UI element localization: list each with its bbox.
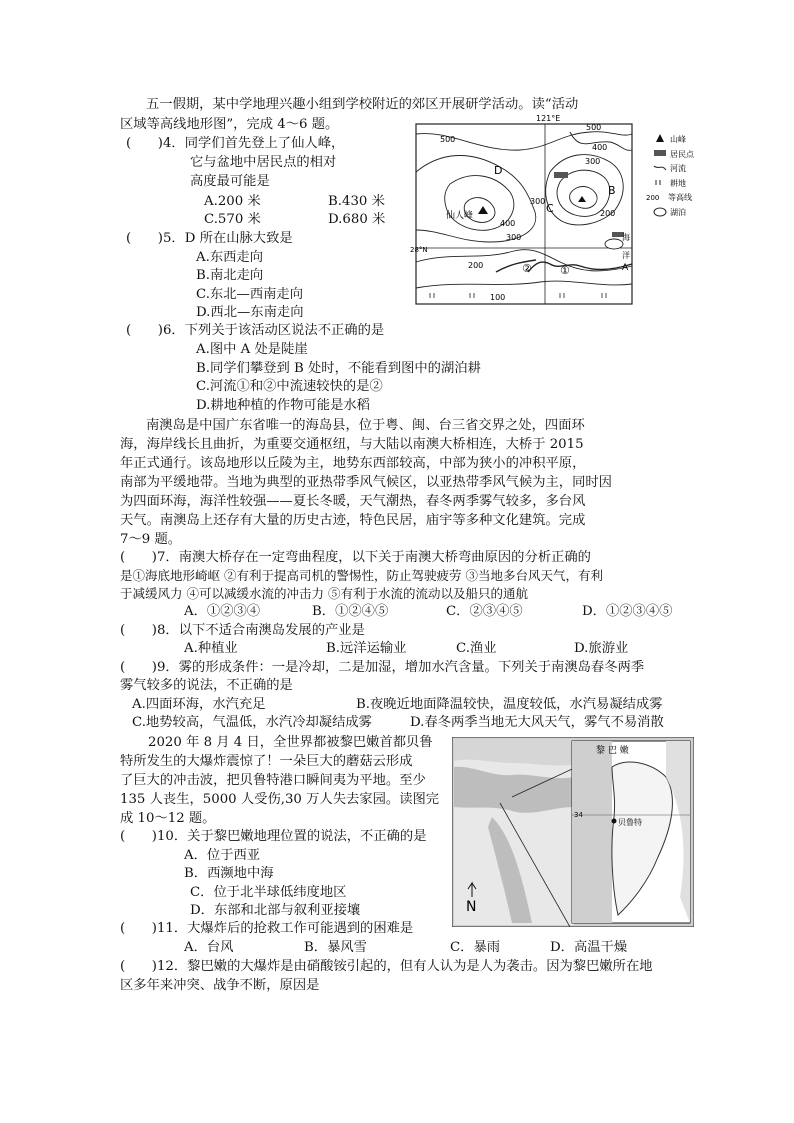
intro-text: 区域等高线地形图”，完成 4～6 题。 [120, 117, 339, 132]
intro-text: 2020 年 8 月 4 日，全世界都被黎巴嫩首都贝鲁 [148, 735, 433, 750]
question-9-option-c: C.地势较高，气温低，水汽冷却凝结成雾 [132, 715, 372, 730]
question-9-stem: 雾气较多的说法，不正确的是 [120, 678, 293, 693]
question-10-option-b: B．西濒地中海 [184, 866, 274, 881]
legend-label: 等高线 [668, 193, 692, 202]
intro-text: 海，海岸线长且曲折，为重要交通枢纽，与大陆以南澳大桥相连，大桥于 2015 [120, 437, 584, 452]
contour-label: 100 [490, 293, 506, 302]
intro-text: 五一假期，某中学地理兴趣小组到学校附近的郊区开展研学活动。读“活动 [146, 97, 579, 112]
question-7-option-c: C．②③④⑤ [446, 604, 523, 619]
intro-text: 7～9 题。 [120, 532, 182, 547]
question-11-option-d: D．高温干燥 [550, 940, 628, 955]
question-7-stem: ( )7．南澳大桥存在一定弯曲程度，以下关于南澳大桥弯曲原因的分析正确的 [120, 550, 591, 565]
question-4-stem: 高度最可能是 [190, 174, 270, 189]
question-7-option-b: B．①②④⑤ [312, 604, 389, 619]
question-5-option-d: D.西北—东南走向 [196, 305, 304, 320]
contour-label: 400 [592, 143, 608, 152]
sea-label: 海 [622, 233, 630, 242]
question-11-option-c: C．暴雨 [450, 940, 501, 955]
question-11-option-b: B．暴风雪 [304, 940, 367, 955]
intro-text: 南澳岛是中国广东省唯一的海岛县，位于粤、闽、台三省交界之处，四面环 [146, 418, 585, 433]
question-6-stem: ( )6．下列关于该活动区说法不正确的是 [126, 323, 385, 338]
lat-34-label: 34 [574, 811, 583, 819]
question-8-option-c: C.渔业 [456, 641, 497, 656]
lon-label: 121°E [536, 114, 561, 123]
legend-lake-icon [654, 208, 666, 216]
label-c: C [546, 202, 554, 215]
intro-text: 成 10～12 题。 [120, 811, 216, 826]
contour-label: 300 [530, 197, 546, 206]
question-8-option-a: A.种植业 [184, 641, 238, 656]
river-label-1: ① [560, 264, 570, 277]
contour-label: 200 [600, 209, 616, 218]
question-7-option-a: A．①②③④ [184, 604, 261, 619]
question-4-stem: 它与盆地中居民点的相对 [190, 155, 337, 170]
intro-text: 年正式通行。该岛地形以丘陵为主，地势东西部较高，中部为狭小的冲积平原， [120, 456, 586, 471]
legend-label: 耕地 [670, 179, 686, 188]
question-4-option-a: A.200 米 [204, 194, 261, 209]
question-6-option-c: C.河流①和②中流速较快的是② [196, 379, 383, 394]
question-4-option-d: D.680 米 [328, 212, 386, 227]
question-5-stem: ( )5．D 所在山脉大致是 [126, 231, 293, 246]
legend-label: 河流 [670, 164, 686, 173]
question-10-option-c: C．位于北半球低纬度地区 [190, 885, 347, 900]
beirut-label: 贝鲁特 [618, 818, 642, 827]
legend-label: 山峰 [670, 135, 686, 144]
contour-label: 200 [468, 261, 484, 270]
intro-text: 天气。南澳岛上还存有大量的历史古迹，特色民居，庙宇等多种文化建筑。完成 [120, 513, 586, 528]
question-11-stem: ( )11．大爆炸后的抢救工作可能遇到的困难是 [120, 921, 414, 936]
legend-farmland-icon [656, 180, 660, 185]
question-7-stem: 是①海底地形崎岖 ②有利于提高司机的警惕性，防止驾驶疲劳 ③当地多台风天气，有利 [120, 568, 603, 583]
detail-map-title: 黎 巴 嫩 [596, 746, 629, 756]
question-10-option-d: D．东部和北部与叙利亚接壤 [190, 903, 361, 918]
legend-label: 湖泊 [670, 208, 686, 217]
label-d: D [494, 164, 503, 177]
contour-label: 500 [586, 123, 602, 132]
question-12-stem: ( )12．黎巴嫩的大爆炸是由硝酸铵引起的，但有人认为是人为袭击。因为黎巴嫩所在地 [120, 959, 653, 974]
peak-label: 仙人峰 [446, 211, 474, 221]
lake-symbol [605, 239, 623, 249]
legend-river-icon [654, 166, 666, 170]
lebanon-map [452, 737, 694, 927]
question-4-option-c: C.570 米 [204, 212, 261, 227]
beirut-dot [612, 819, 617, 824]
question-12-stem: 区多年来冲突、战争不断，原因是 [120, 978, 320, 993]
river-label-2: ② [522, 262, 532, 275]
intro-text: 为四面环海，海洋性较强——夏长冬暖，天气潮热，春冬两季雾气较多，多台风 [120, 494, 586, 509]
question-9-option-a: A.四面环海，水汽充足 [132, 697, 266, 712]
settlement-symbol [554, 172, 568, 178]
question-5-option-c: C.东北—西南走向 [196, 287, 304, 302]
question-6-option-d: D.耕地种植的作物可能是水稻 [196, 398, 370, 413]
sea-label: 洋 [622, 251, 630, 260]
question-6-option-b: B.同学们攀登到 B 处时，不能看到图中的湖泊耕 [196, 361, 481, 376]
legend-contour-value: 200 [646, 194, 660, 202]
contour-label: 400 [500, 219, 516, 228]
contour-label: 300 [506, 233, 522, 242]
question-8-option-b: B.远洋运输业 [326, 641, 407, 656]
question-9-option-d: D.春冬两季当地无大风天气，雾气不易消散 [410, 715, 664, 730]
question-9-stem: ( )9．雾的形成条件：一是冷却，二是加湿，增加水汽含量。下列关于南澳岛春冬两季 [120, 660, 645, 675]
question-8-option-d: D.旅游业 [574, 641, 629, 656]
question-5-option-a: A.东西走向 [196, 250, 264, 265]
question-11-option-a: A．台风 [184, 940, 234, 955]
question-7-option-d: D．①②③④⑤ [582, 604, 673, 619]
legend-label: 居民点 [670, 150, 694, 159]
map-legend [646, 134, 695, 217]
contour-label: 500 [440, 135, 456, 144]
intro-text: 了巨大的冲击波，把贝鲁特港口瞬间夷为平地。至少 [120, 773, 426, 788]
question-4-stem: ( )4．同学们首先登上了仙人峰， [126, 136, 345, 151]
legend-settlement-icon [654, 150, 666, 156]
label-a: A [622, 263, 629, 273]
lat-label: 28°N [410, 246, 428, 254]
question-10-stem: ( )10．关于黎巴嫩地理位置的说法，不正确的是 [120, 829, 427, 844]
question-4-option-b: B.430 米 [328, 194, 385, 209]
intro-text: 南部为平缓地带。当地为典型的亚热带季风气候区，以亚热带季风气候为主，同时因 [120, 475, 612, 490]
question-7-stem: 于减缓风力 ④可以减缓水流的冲击力 ⑤有利于水流的流动以及船只的通航 [120, 586, 528, 601]
intro-text: 135 人丧生，5000 人受伤,30 万人失去家园。读图完 [120, 792, 440, 807]
label-b: B [608, 184, 616, 197]
question-10-option-a: A．位于西亚 [184, 848, 261, 863]
north-arrow: N [466, 899, 477, 915]
question-8-stem: ( )8．以下不适合南澳岛发展的产业是 [120, 623, 365, 638]
contour-map [410, 112, 698, 308]
contour-label: 300 [585, 157, 601, 166]
mediterranean [572, 741, 612, 923]
question-6-option-a: A.图中 A 处是陡崖 [196, 342, 308, 357]
intro-text: 特所发生的大爆炸震惊了！一朵巨大的蘑菇云形成 [120, 754, 413, 769]
question-5-option-b: B.南北走向 [196, 268, 264, 283]
question-9-option-b: B.夜晚近地面降温较快，温度较低，水汽易凝结成雾 [356, 697, 663, 712]
legend-peak-icon [656, 134, 664, 142]
